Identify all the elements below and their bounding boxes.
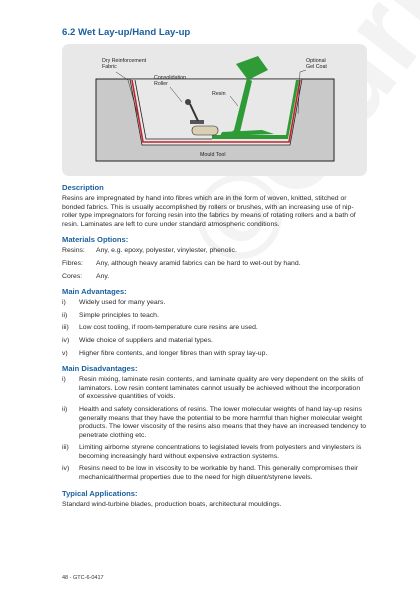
materials-row: [62, 247, 367, 256]
list-number: iv): [62, 336, 70, 344]
disadvantage-item: [62, 465, 367, 482]
advantages-heading: Main Advantages:: [62, 287, 127, 297]
label-roller-line1: Consolidation: [154, 75, 187, 81]
label-gelcoat-line1: Optional: [306, 58, 326, 64]
roller-grip: [185, 99, 191, 105]
label-dry-fabric-line1: Dry Reinforcement: [102, 58, 147, 64]
list-text: Limiting airborne styrene concentrations to legislated levels from polyesters and vinylesters is becoming increasingly hard without expensive extraction systems.: [79, 444, 362, 460]
list-number: iii): [62, 324, 69, 332]
list-text: Simple principles to teach.: [79, 311, 159, 319]
label-mould-tool: Mould Tool: [200, 152, 226, 158]
list-number: ii): [62, 405, 68, 413]
label-gelcoat-line2: Gel Coat: [306, 64, 327, 70]
materials-key: Fibres:: [62, 259, 83, 267]
advantage-item: [62, 312, 367, 321]
advantage-item: [62, 299, 367, 308]
materials-key: Cores:: [62, 272, 83, 280]
materials-value: Any, e.g. epoxy, polyester, vinylester, phenolic.: [96, 247, 237, 255]
label-resin: Resin: [212, 91, 226, 97]
materials-row: [62, 260, 367, 269]
disadvantage-item: [62, 444, 367, 461]
page-footer: 48 - GTC-6-0417: [62, 575, 104, 581]
disadvantage-item: [62, 406, 367, 440]
list-number: ii): [62, 311, 68, 319]
applications-text: Standard wind-turbine blades, production boats, architectural mouldings.: [62, 500, 282, 508]
list-number: iv): [62, 465, 70, 473]
wet-layup-diagram: [62, 44, 367, 176]
advantage-item: [62, 337, 367, 346]
applications-heading: Typical Applications:: [62, 488, 138, 498]
list-text: Resins need to be low in viscosity to be workable by hand. This generally compromises their mechanical/thermal properties due to the need for high diluent/styrene levels.: [79, 465, 359, 482]
list-text: Wide choice of suppliers and material types.: [79, 336, 213, 344]
materials-value: Any, although heavy aramid fabrics can be hard to wet-out by hand.: [96, 259, 301, 267]
list-number: v): [62, 349, 68, 357]
disadvantages-heading: Main Disadvantages:: [62, 364, 138, 374]
description-section: [62, 183, 367, 229]
advantage-item: [62, 350, 367, 359]
disadvantages-section: [62, 364, 367, 483]
list-text: Resin mixing, laminate resin contents, and laminate quality are very dependent on the skills of laminators. Low resin content laminates cannot usually be achieved without the incorporation of excessive quantities of voids.: [79, 376, 364, 401]
materials-row: [62, 273, 367, 282]
description-text: Resins are impregnated by hand into fibres which are in the form of woven, knitted, stitched or bonded fabrics. This is usually accomplished by rollers or brushes, with an increasing use of nip-roller type impregnators for forcing resin into the fabrics by means of rotating rollers and a bath of resin. Laminates are left to cure under standard atmospheric conditions.: [62, 195, 356, 228]
advantages-section: [62, 287, 367, 358]
list-number: iii): [62, 444, 69, 452]
applications-section: [62, 489, 367, 510]
list-text: Higher fibre contents, and longer fibres than with spray lay-up.: [79, 349, 268, 357]
label-dry-fabric-line2: Fabric: [102, 64, 117, 70]
content-body: [62, 183, 367, 515]
label-roller-line2: Roller: [154, 81, 168, 87]
list-number: i): [62, 376, 66, 384]
list-text: Low cost tooling, if room-temperature cure resins are used.: [79, 324, 258, 332]
advantage-item: [62, 324, 367, 333]
list-text: Health and safety considerations of resins. The lower molecular weights of hand lay-up resins generally means that they have the potential to be more harmful than higher molecular weight products. The lower viscosity of the resins also means that they have an increased tendency to penetrate clothing etc.: [79, 405, 367, 439]
consolidation-roller: [192, 126, 218, 135]
materials-heading: Materials Options:: [62, 235, 129, 245]
materials-value: Any.: [96, 272, 110, 280]
list-text: Widely used for many years.: [79, 299, 166, 307]
disadvantage-item: [62, 376, 367, 402]
description-heading: Description: [62, 183, 104, 192]
list-number: i): [62, 299, 66, 307]
section-title: 6.2 Wet Lay-up/Hand Lay-up: [62, 27, 191, 38]
materials-key: Resins:: [62, 247, 85, 255]
materials-section: [62, 235, 367, 281]
